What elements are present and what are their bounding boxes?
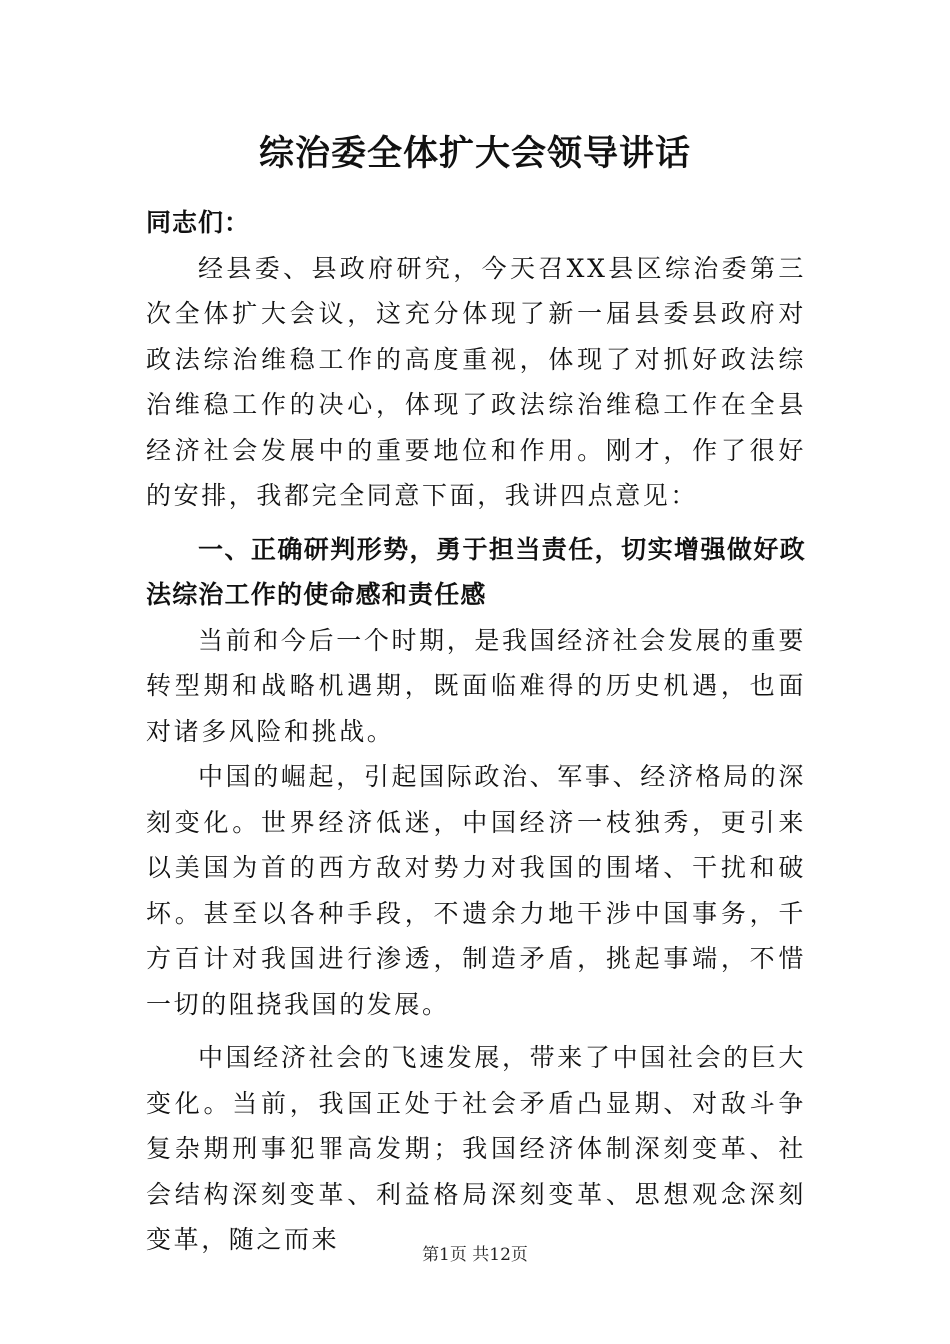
- document-title: 综治委全体扩大会领导讲话: [258, 133, 691, 174]
- paragraph-domestic: 中国经济社会的飞速发展，带来了中国社会的巨大变化。当前，我国正处于社会矛盾凸显期、对敌斗争复杂期刑事犯罪高发期；我国经济体制深刻变革、社会结构深刻变革、利益格局深刻变革、思想观念深刻变革，随之而来: [146, 1043, 806, 1254]
- paragraph-opening: 经县委、县政府研究，今天召XX县区综治委第三次全体扩大会议，这充分体现了新一届县委县政府对政法综治维稳工作的高度重视，体现了对抓好政法综治维稳工作的决心，体现了政法综治维稳工作在全县经济社会发展中的重要地位和作用。刚才，作了很好的安排，我都完全同意下面，我讲四点意见：: [146, 253, 806, 510]
- section-heading-1: 一、正确研判形势，勇于担当责任，切实增强做好政法综治工作的使命感和责任感: [146, 534, 806, 609]
- salutation: 同志们：: [146, 208, 251, 237]
- paragraph-situation: 当前和今后一个时期，是我国经济社会发展的重要转型期和战略机遇期，既面临难得的历史机遇，也面对诸多风险和挑战。: [146, 625, 806, 746]
- page-indicator: 第1页 共12页: [422, 1245, 528, 1265]
- paragraph-international: 中国的崛起，引起国际政治、军事、经济格局的深刻变化。世界经济低迷，中国经济一枝独秀，更引来以美国为首的西方敌对势力对我国的围堵、干扰和破坏。甚至以各种手段，不遗余力地干涉中国事务，千方百计对我国进行渗透，制造矛盾，挑起事端，不惜一切的阻挠我国的发展。: [146, 762, 806, 1019]
- document-body: [146, 200, 806, 1263]
